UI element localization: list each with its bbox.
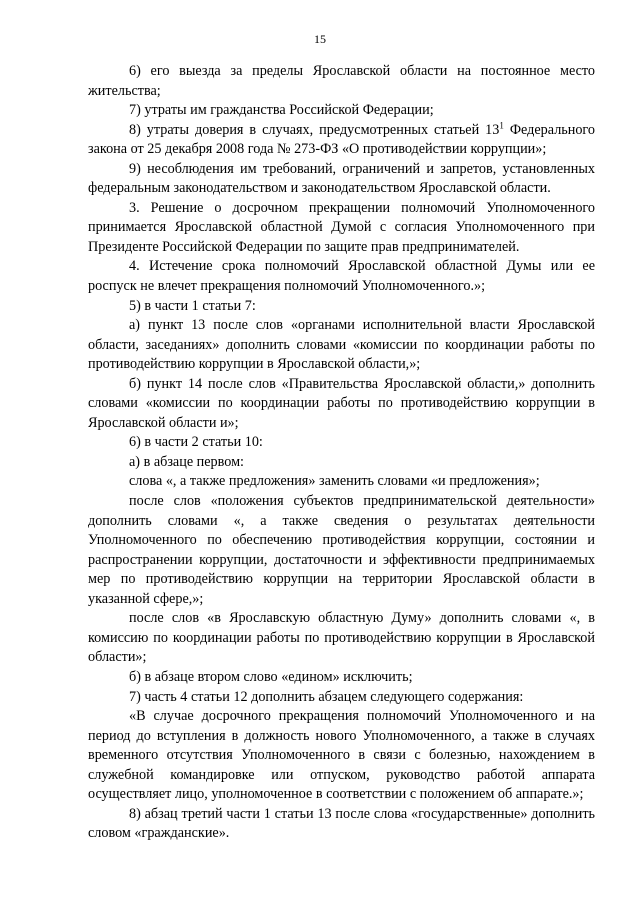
paragraph: 7) утраты им гражданства Российской Федерации; [129, 102, 434, 119]
paragraph: б) в абзаце втором слово «едином» исключить; [129, 668, 413, 685]
paragraph: слова «, а также предложения» заменить словами «и предложения»; [129, 473, 540, 490]
paragraph: 5) в части 1 статьи 7: [129, 297, 256, 314]
superscript: 1 [499, 119, 504, 130]
paragraph: б) пункт 14 после слов «Правительства Ярославской области,» дополнить словами «комиссии по координации работы по противодействию коррупции в Ярославской области и»; [88, 375, 595, 431]
document-body [88, 62, 595, 844]
paragraph: 3. Решение о досрочном прекращении полномочий Уполномоченного принимается Ярославской областной Думой с согласия Уполномоченного при Президенте Российской Федерации по защите прав предпринимателей. [88, 199, 595, 255]
paragraph-text: 8) утраты доверия в случаях, предусмотренных статьей 13 [129, 121, 500, 138]
paragraph: 8) абзац третий части 1 статьи 13 после слова «государственные» дополнить словом «гражданские». [88, 805, 595, 842]
paragraph: а) в абзаце первом: [129, 453, 244, 470]
paragraph: «В случае досрочного прекращения полномочий Уполномоченного и на период до вступления в должность нового Уполномоченного, а также в случаях временного отсутствия Уполномоченного в связи с болезнью, нахождением в служебной командировке или отпуском, руководство работой аппарата осуществляет лицо, уполномоченное в соответствии с положением об аппарате.»; [88, 708, 595, 803]
paragraph-item-8 [88, 121, 595, 160]
paragraph: а) пункт 13 после слов «органами исполнительной власти Ярославской области, заседаниях» дополнить словами «комиссии по координации работы по противодействию коррупции в Ярославской области,»; [88, 317, 595, 373]
paragraph-text: Федерального закона от 25 декабря 2008 года № 273-ФЗ «О противодействии коррупции»; [88, 121, 595, 158]
paragraph: после слов «положения субъектов предпринимательской деятельности» дополнить словами «, а также сведения о результатах деятельности Уполномоченного по обеспечению противодействия коррупции, состоянии и распространении коррупции, достаточности и эффективности предпринимаемых мер по противодействию коррупции на территории Ярославской области в указанной сфере,»; [88, 493, 595, 607]
paragraph: 6) в части 2 статьи 10: [129, 434, 263, 451]
paragraph: 9) несоблюдения им требований, ограничений и запретов, установленных федеральным законодательством и законодательством Ярославской области. [88, 160, 595, 197]
paragraph: 4. Истечение срока полномочий Ярославской областной Думы или ее роспуск не влечет прекращения полномочий Уполномоченного.»; [88, 258, 595, 295]
paragraph: 6) его выезда за пределы Ярославской области на постоянное место жительства; [88, 63, 595, 99]
paragraph: 7) часть 4 статьи 12 дополнить абзацем следующего содержания: [129, 688, 524, 705]
paragraph: после слов «в Ярославскую областную Думу» дополнить словами «, в комиссию по координации работы по противодействию коррупции в Ярославской области»; [88, 610, 595, 666]
page-number: 15 [314, 32, 326, 46]
